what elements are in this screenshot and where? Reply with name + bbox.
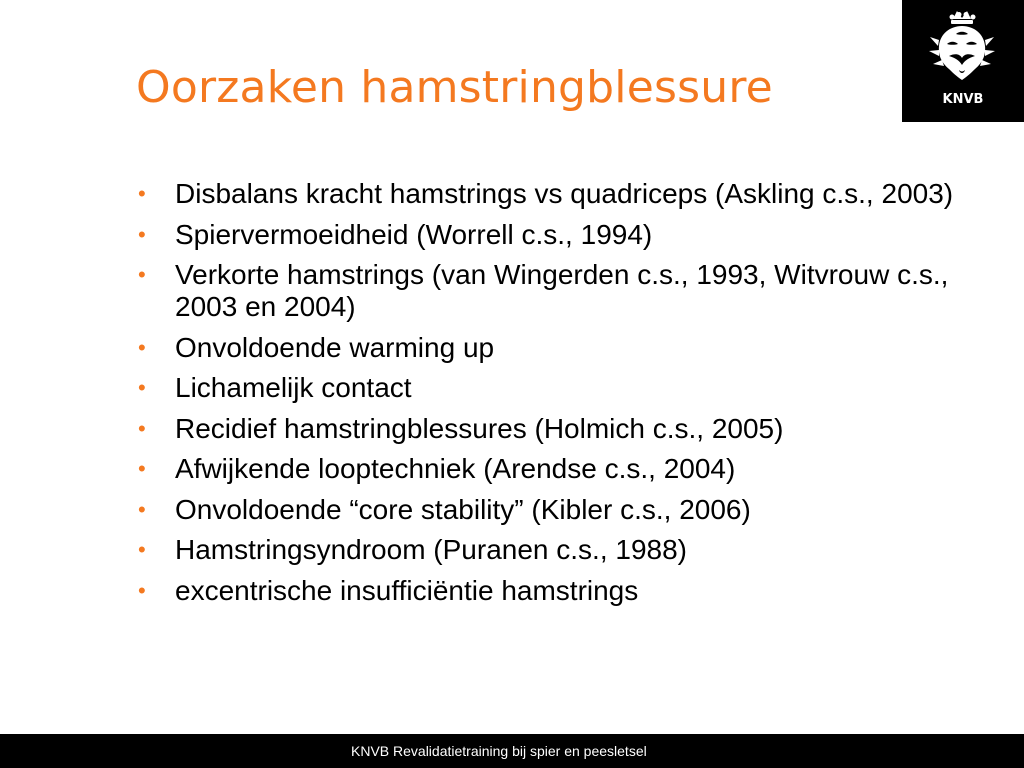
knvb-logo	[902, 0, 1024, 122]
list-item	[136, 259, 966, 323]
bullet-dot: •	[138, 456, 146, 481]
bullet-dot: •	[138, 262, 146, 287]
bullet-text: Hamstringsyndroom (Puranen c.s., 1988)	[175, 534, 687, 565]
list-item	[136, 413, 966, 445]
bullet-dot: •	[138, 415, 146, 441]
bullet-dot: •	[138, 496, 146, 522]
list-item	[136, 178, 966, 210]
bullet-text: Recidief hamstringblessures (Holmich c.s., 2005)	[175, 412, 784, 444]
bullet-dot: •	[138, 334, 146, 360]
bullet-text: Lichamelijk contact	[175, 372, 412, 403]
footer-bar	[0, 734, 1024, 768]
bullet-text: excentrische insufficiëntie hamstrings	[175, 574, 639, 606]
bullet-text: Disbalans kracht hamstrings vs quadriceps (Askling c.s., 2003)	[175, 178, 954, 209]
footer-text: KNVB Revalidatietraining bij spier en peesletsel	[351, 743, 647, 759]
list-item	[136, 332, 966, 364]
knvb-lion-icon	[902, 0, 1024, 122]
slide-title: Oorzaken hamstringblessure	[136, 62, 773, 113]
bullet-dot: •	[138, 537, 146, 562]
list-item	[136, 372, 966, 404]
bullet-dot: •	[138, 577, 146, 603]
bullet-text: Onvoldoende “core stability” (Kibler c.s., 2006)	[175, 493, 751, 525]
list-item	[136, 494, 966, 526]
bullet-dot: •	[138, 221, 146, 247]
list-item	[136, 575, 966, 607]
bullet-text: Verkorte hamstrings (van Wingerden c.s., 1993, Witvrouw c.s., 2003 en 2004)	[175, 259, 949, 322]
bullet-list	[136, 178, 966, 615]
list-item	[136, 453, 966, 485]
list-item	[136, 219, 966, 251]
bullet-text: Onvoldoende warming up	[175, 331, 495, 363]
bullet-text: Afwijkende looptechniek (Arendse c.s., 2004)	[175, 453, 736, 484]
list-item	[136, 534, 966, 566]
bullet-text: Spiervermoeidheid (Worrell c.s., 1994)	[175, 218, 653, 250]
bullet-dot: •	[138, 181, 146, 206]
bullet-dot: •	[138, 375, 146, 400]
svg-text:KNVB: KNVB	[942, 92, 984, 107]
